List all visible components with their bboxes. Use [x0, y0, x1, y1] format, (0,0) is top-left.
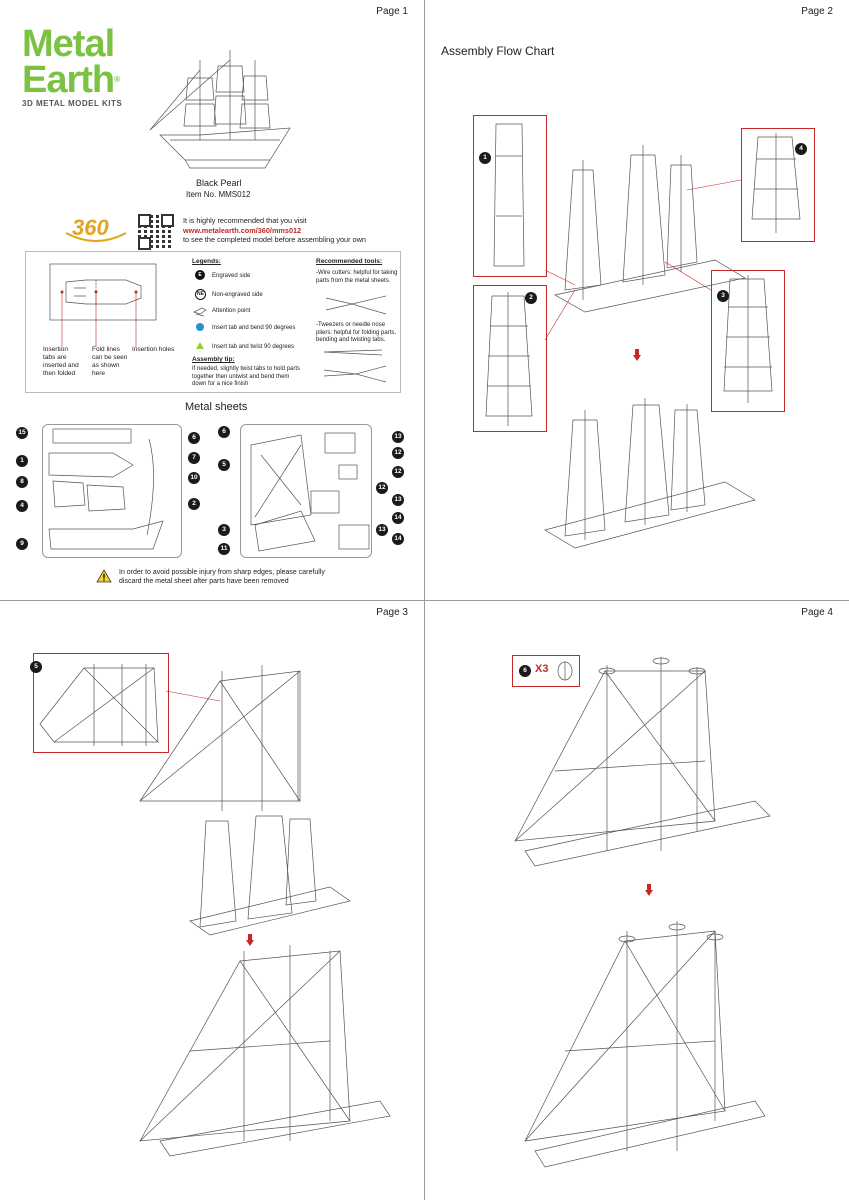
callout-9: 9 [16, 538, 28, 550]
callout-10: 10 [188, 472, 200, 484]
tool-tweezers: -Tweezers or needle nose pliers: helpful for folding parts, bending and twisting tabs. [316, 322, 397, 343]
page-number: Page 1 [376, 6, 408, 17]
callout-15: 15 [16, 427, 28, 439]
recommendation-text: It is highly recommended that you visit www.metalearth.com/360/mms012 to see the completed model before assembling your own [183, 216, 366, 244]
metal-sheet-1 [42, 424, 182, 558]
callout-12: 12 [392, 466, 404, 478]
page-number: Page 2 [801, 6, 833, 17]
flow-chart-title: Assembly Flow Chart [441, 44, 555, 58]
page-2 [425, 0, 849, 600]
assembly-tip-title: Assembly tip: [192, 356, 235, 363]
badge-360-number: 360 [72, 215, 109, 240]
blue-dot-icon [196, 323, 204, 331]
callout-3: 3 [218, 524, 230, 536]
callout-13: 13 [392, 494, 404, 506]
crows-nest-part-icon [513, 656, 514, 657]
qr-code-icon[interactable] [138, 214, 174, 250]
down-arrow-icon [633, 349, 641, 361]
metal-sheets-title: Metal sheets [185, 401, 248, 413]
callout-2: 2 [188, 498, 200, 510]
legend-engraved: Engraved side [212, 273, 251, 279]
step-4-callout: 4 [795, 143, 807, 155]
page-3 [0, 601, 424, 1201]
badge-360-view [62, 215, 130, 247]
legend-bend-90: Insert tab and bend 90 degrees [212, 325, 296, 331]
non-engraved-icon: NE [195, 289, 206, 300]
step-5-box [33, 653, 169, 753]
tools-title: Recommended tools: [316, 258, 383, 265]
callout-12: 12 [392, 447, 404, 459]
step-2-box [473, 285, 547, 432]
brand-subtitle: 3D METAL MODEL KITS [22, 99, 123, 108]
legend-twist-90: Insert tab and twist 90 degrees [212, 344, 295, 350]
warning-icon [96, 569, 112, 583]
step-6-box [512, 655, 580, 687]
metal-sheet-2 [240, 424, 372, 558]
callout-4: 4 [16, 500, 28, 512]
legends-title: Legends: [192, 258, 221, 265]
step-6-multiplier: X3 [535, 663, 549, 675]
callout-5: 5 [218, 459, 230, 471]
engraved-icon: E [195, 270, 205, 280]
sheet-1-parts [43, 425, 44, 426]
callout-14: 14 [392, 512, 404, 524]
legend-non-engraved: Non-engraved side [212, 292, 263, 298]
assembly-tip-text: If needed, slightly twist tabs to hold parts together then untwist and bend them down for a nice finish [192, 366, 301, 387]
callout-1: 1 [16, 455, 28, 467]
legend-box [25, 251, 401, 393]
step-5-callout: 5 [30, 661, 42, 673]
callout-7: 7 [188, 452, 200, 464]
step-1-callout: 1 [479, 152, 491, 164]
sheet-2-parts [241, 425, 242, 426]
ship-final-assembly [425, 601, 426, 602]
callout-6: 6 [188, 432, 200, 444]
tool-wire-cutters: -Wire cutters: helpful for taking parts from the metal sheets. [316, 270, 398, 284]
callout-12: 12 [376, 482, 388, 494]
page-4 [425, 601, 849, 1201]
down-arrow-icon [645, 884, 653, 896]
ship-illustration [0, 0, 1, 1]
callout-13: 13 [376, 524, 388, 536]
legend-attention-point: Attention point [212, 308, 251, 314]
fold-lines-label: Fold lines can be seen as shown here [92, 346, 128, 377]
brand-logo-line2: Earth® [22, 59, 120, 101]
step-6-callout: 6 [519, 665, 531, 677]
step-1-box [473, 115, 547, 277]
recommendation-url[interactable]: www.metalearth.com/360/mms012 [183, 225, 302, 235]
callout-13: 13 [392, 431, 404, 443]
callout-8: 8 [16, 476, 28, 488]
sails-assembly-bottom [0, 601, 1, 602]
callout-14: 14 [392, 533, 404, 545]
masts-assembly-bottom [425, 0, 426, 1]
warning-text: In order to avoid possible injury from sharp edges, please carefully discard the metal sheet after parts have been removed [119, 569, 325, 585]
pliers-icon [26, 252, 27, 253]
insertion-tabs-label: Insertion tabs are inserted and then folded [43, 346, 79, 377]
page-number: Page 4 [801, 607, 833, 618]
page-number: Page 3 [376, 607, 408, 618]
insertion-holes-label: Insertion holes [132, 346, 175, 353]
down-arrow-icon [246, 934, 254, 946]
model-item-number: Item No. MMS012 [186, 190, 251, 199]
step-2-callout: 2 [525, 292, 537, 304]
callout-6: 6 [218, 426, 230, 438]
brand-logo-line1: Metal [22, 23, 115, 65]
page-1 [0, 0, 424, 600]
callout-11: 11 [218, 543, 230, 555]
model-name: Black Pearl [196, 178, 242, 188]
step-3-callout: 3 [717, 290, 729, 302]
